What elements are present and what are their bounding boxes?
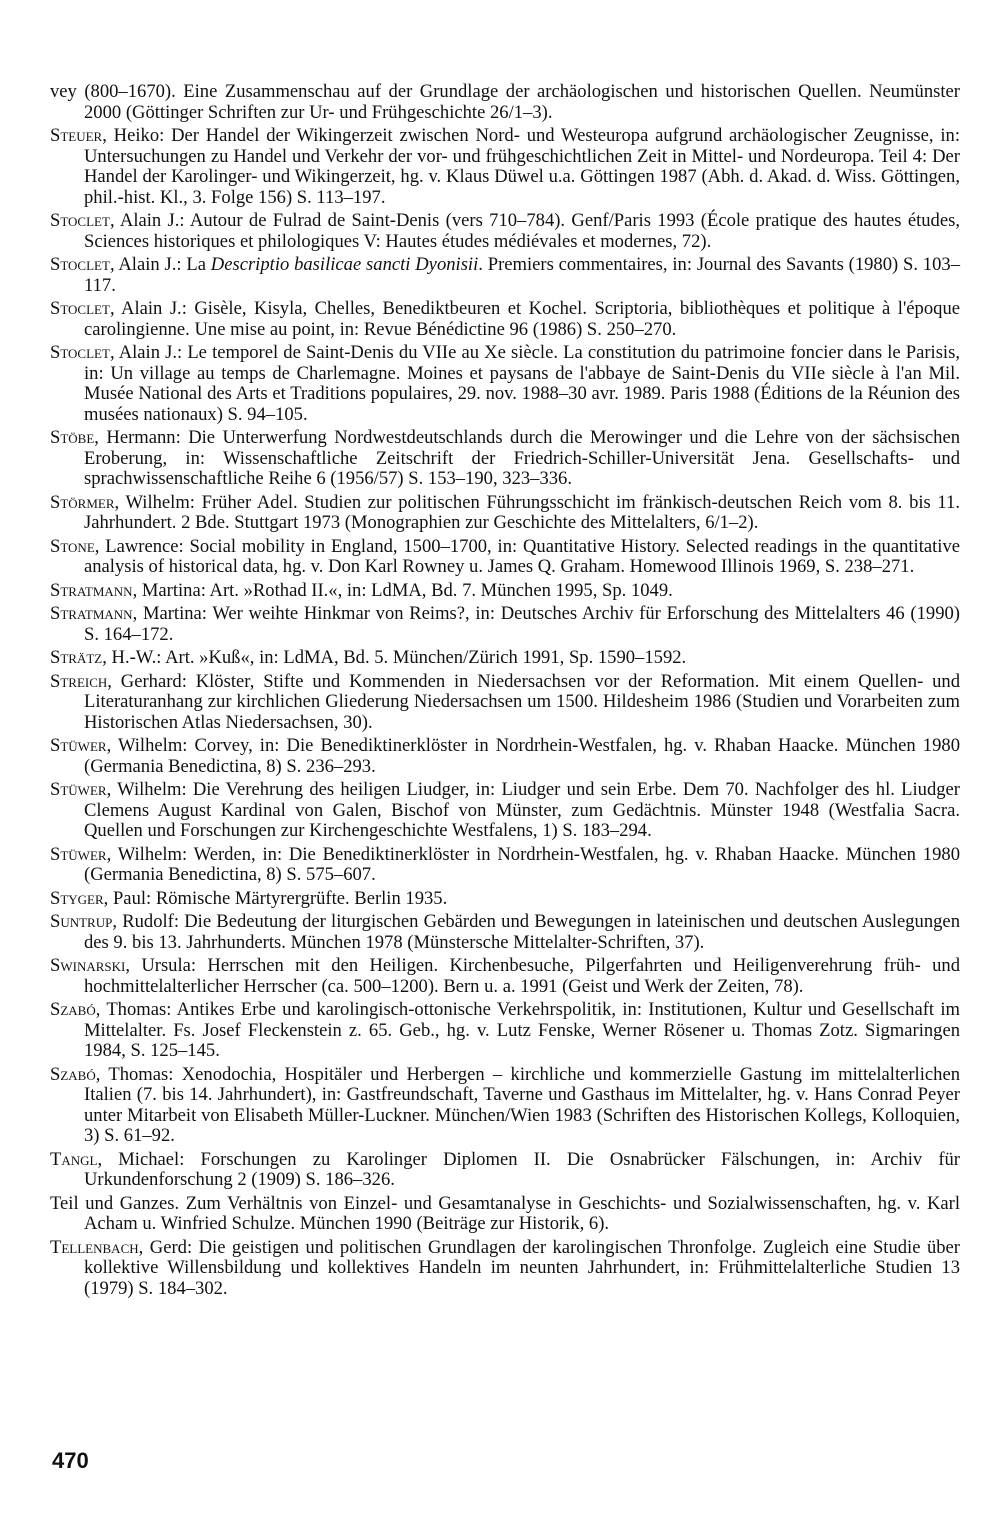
bibliography-entry: [50, 780, 960, 842]
bibliography-entry: [50, 537, 960, 578]
entry-author: Szabó: [50, 999, 96, 1020]
entry-author: Stone: [50, 535, 95, 557]
entry-author: Störmer: [50, 491, 115, 513]
entry-text: , Rudolf: Die Bedeutung der liturgischen Gebärden und Bewegungen in lateinischen und deutschen Auslegungen des 9. bis 13. Jahrhunderts. München 1978 (Münstersche Mittelalter-Schriften, 37).: [84, 911, 960, 953]
entry-text: , Wilhelm: Die Verehrung des heiligen Liudger, in: Liudger und sein Erbe. Dem 70. Nachfolger des hl. Liudger Clemens August Kardinal von Galen, Bischof von Münster, zum Gedächtnis. Münster 1948 (Westfalia Sacra. Quellen und Forschungen zur Kirchengeschichte Westfalens, 1) S. 183–294.: [84, 779, 960, 841]
bibliography-entry: [50, 211, 960, 252]
bibliography-entry: [50, 648, 960, 669]
entry-text: , Martina: Wer weihte Hinkmar von Reims?, in: Deutsches Archiv für Erforschung des Mittelalters 46 (1990) S. 164–172.: [84, 603, 960, 645]
bibliography-entry: [50, 736, 960, 777]
entry-text: , Gerhard: Klöster, Stifte und Kommenden in Niedersachsen vor der Reformation. Mit einem Quellen- und Literaturanhang zur kirchlichen Gliederung Niedersachsen um 1500. Hildesheim 1986 (Studien und Vorarbeiten zum Historischen Atlas Niedersachsen, 30).: [84, 670, 960, 733]
entry-title-italic: Descriptio basilicae sancti Dyonisii: [210, 254, 479, 275]
bibliography-entry: [50, 493, 960, 534]
entry-text: Teil und Ganzes. Zum Verhältnis von Einzel- und Gesamtanalyse in Geschichts- und Sozialwissenschaften, hg. v. Karl Acham u. Winfried Schulze. München 1990 (Beiträge zur Historik, 6).: [50, 1192, 960, 1234]
entry-author: Strätz: [50, 647, 103, 668]
bibliography-entry: [50, 1065, 960, 1147]
page-number: 470: [52, 1448, 89, 1473]
bibliography-entry: [50, 889, 960, 910]
bibliography-entry: [50, 581, 960, 602]
entry-text: , Alain J.: Gisèle, Kisyla, Chelles, Benediktbeuren et Kochel. Scriptoria, bibliothèques et politique à l'époque carolingienne. Une mise au point, in: Revue Bénédictine 96 (1986) S. 250–270.: [84, 298, 960, 340]
entry-text: , Thomas: Xenodochia, Hospitäler und Herbergen – kirchliche und kommerzielle Gastung im mittelalterlichen Italien (7. bis 14. Jahrhundert), in: Gastfreundschaft, Taverne und Gasthaus im Mittelalter, hg. v. Hans Conrad Peyer unter Mitarbeit von Elisabeth Müller-Luckner. München/Wien 1983 (Schriften des Historischen Kollegs, Kolloquien, 3) S. 61–92.: [84, 1063, 960, 1146]
bibliography-entry: [50, 956, 960, 997]
entry-text: , Heiko: Der Handel der Wikingerzeit zwischen Nord- und Westeuropa aufgrund archäologischer Zeugnisse, in: Untersuchungen zu Handel und Verkehr der vor- und frühgeschichtlichen Zeit in Mittel- und Nordeuropa. Teil 4: Der Handel der Karolinger- und Wikingerzeit, hg. v. Klaus Düwel u.a. Göttingen 1987 (Abh. d. Akad. d. Wiss. Göttingen, phil.-hist. Kl., 3. Folge 156) S. 113–197.: [84, 125, 960, 208]
entry-text: , Alain J.: Autour de Fulrad de Saint-Denis (vers 710–784). Genf/Paris 1993 (École pratique des hautes études, Sciences historiques et philologiques V: Hautes études médiévales et modernes, 72).: [84, 210, 960, 252]
entry-author: Suntrup: [50, 911, 113, 932]
bibliography-entry: [50, 1194, 960, 1235]
entry-author: Tangl: [50, 1148, 98, 1170]
entry-text: vey (800–1670). Eine Zusammenschau auf der Grundlage der archäologischen und historischen Quellen. Neumünster 2000 (Göttinger Schriften zur Ur- und Frühgeschichte 26/1–3).: [50, 81, 960, 123]
entry-author: Stoclet: [50, 210, 110, 231]
bibliography-entry: [50, 1000, 960, 1062]
entry-text: , Martina: Art. »Rothad II.«, in: LdMA, Bd. 7. München 1995, Sp. 1049.: [132, 579, 673, 601]
entry-author: Steuer: [50, 125, 103, 146]
entry-author: Stöbe: [50, 427, 95, 448]
bibliography-entry: [50, 1150, 960, 1191]
bibliography-entry: [50, 604, 960, 645]
entry-text: , Hermann: Die Unterwerfung Nordwestdeutschlands durch die Merowinger und die Lehre von der sächsischen Eroberung, in: Wissenschaftliche Zeitschrift der Friedrich-Schiller-Universität Jena. Gesellschafts- und sprachwissenschaftliche Reihe 6 (1956/57) S. 153–190, 323–336.: [84, 427, 960, 489]
bibliography-entry: [50, 672, 960, 734]
bibliography-entry: [50, 126, 960, 208]
bibliography-page: [50, 82, 960, 1302]
entry-text: , Alain J.: Le temporel de Saint-Denis du VIIe au Xe siècle. La constitution du patrimoine foncier dans le Parisis, in: Un village au temps de Charlemagne. Moines et paysans de l'abbaye de Saint-Denis du VIIe siècle à l'an Mil. Musée National des Arts et Traditions populaires, 29. nov. 1988–30 avr. 1989. Paris 1988 (Éditions de la Réunion des musées nationaux) S. 94–105.: [84, 342, 960, 425]
entry-author: Stoclet: [50, 342, 110, 363]
entry-author: Styger: [50, 887, 104, 909]
entry-author: Stoclet: [50, 254, 110, 275]
bibliography-entry: [50, 299, 960, 340]
entry-author: Stoclet: [50, 298, 110, 319]
entry-text: , Paul: Römische Märtyrergrüfte. Berlin 1935.: [103, 887, 448, 909]
entry-text: , Thomas: Antikes Erbe und karolingisch-ottonische Verkehrspolitik, in: Institutionen, Kultur und Gesellschaft im Mittelalter. Fs. Josef Fleckenstein z. 65. Geb., hg. v. Lutz Fenske, Werner Rösener u. Thomas Zotz. Sigmaringen 1984, S. 125–145.: [84, 999, 960, 1061]
entry-text: , Wilhelm: Werden, in: Die Benediktinerklöster in Nordrhein-Westfalen, hg. v. Rhaban Haacke. München 1980 (Germania Benedictina, 8) S. 575–607.: [84, 843, 960, 885]
entry-author: Szabó: [50, 1063, 96, 1085]
entry-text: , Wilhelm: Früher Adel. Studien zur politischen Führungsschicht im fränkisch-deutschen Reich vom 8. bis 11. Jahrhundert. 2 Bde. Stuttgart 1973 (Monographien zur Geschichte des Mittelalters, 6/1–2).: [84, 491, 960, 533]
entry-text: , Wilhelm: Corvey, in: Die Benediktinerklöster in Nordrhein-Westfalen, hg. v. Rhaban Haacke. München 1980 (Germania Benedictina, 8) S. 236–293.: [84, 735, 960, 777]
bibliography-entry: [50, 845, 960, 886]
entry-author: Stüwer: [50, 779, 107, 800]
entry-text: , Ursula: Herrschen mit den Heiligen. Kirchenbesuche, Pilgerfahrten und Heiligenverehrung früh- und hochmittelalterlicher Herrscher (ca. 500–1200). Bern u. a. 1991 (Geist und Werk der Zeiten, 78).: [84, 955, 960, 997]
entry-author: Tellenbach: [50, 1236, 139, 1258]
entry-text: , Alain J.: La: [109, 254, 211, 275]
entry-author: Stüwer: [50, 843, 107, 865]
entry-author: Stüwer: [50, 735, 107, 756]
entry-text: , Michael: Forschungen zu Karolinger Diplomen II. Die Osnabrücker Fälschungen, in: Archiv für Urkundenforschung 2 (1909) S. 186–326.: [84, 1148, 960, 1190]
entry-text: , H.-W.: Art. »Kuß«, in: LdMA, Bd. 5. München/Zürich 1991, Sp. 1590–1592.: [102, 647, 687, 668]
bibliography-entry: [50, 428, 960, 490]
entry-author: Stratmann: [50, 603, 133, 624]
bibliography-entry: [50, 343, 960, 425]
entry-author: Swinarski: [50, 955, 126, 976]
bibliography-entry: [50, 82, 960, 123]
entry-text: , Lawrence: Social mobility in England, 1500–1700, in: Quantitative History. Selected readings in the quantitative analysis of historical data, hg. v. Don Karl Rowney u. James Q. Graham. Homewood Illinois 1969, S. 238–271.: [84, 535, 960, 577]
entry-author: Streich: [50, 670, 108, 692]
bibliography-entry: [50, 912, 960, 953]
entry-text: , Gerd: Die geistigen und politischen Grundlagen der karolingischen Thronfolge. Zugleich eine Studie über kollektive Willensbildung und kollektives Handeln im neunten Jahrhundert, in: Frühmittelalterliche Studien 13 (1979) S. 184–302.: [84, 1236, 960, 1299]
bibliography-entry: [50, 255, 960, 296]
entry-text: . Premiers commentaires, in: Journal des Savants (1980) S. 103–117.: [84, 254, 960, 296]
bibliography-entry: [50, 1238, 960, 1300]
entry-author: Stratmann: [50, 579, 133, 601]
